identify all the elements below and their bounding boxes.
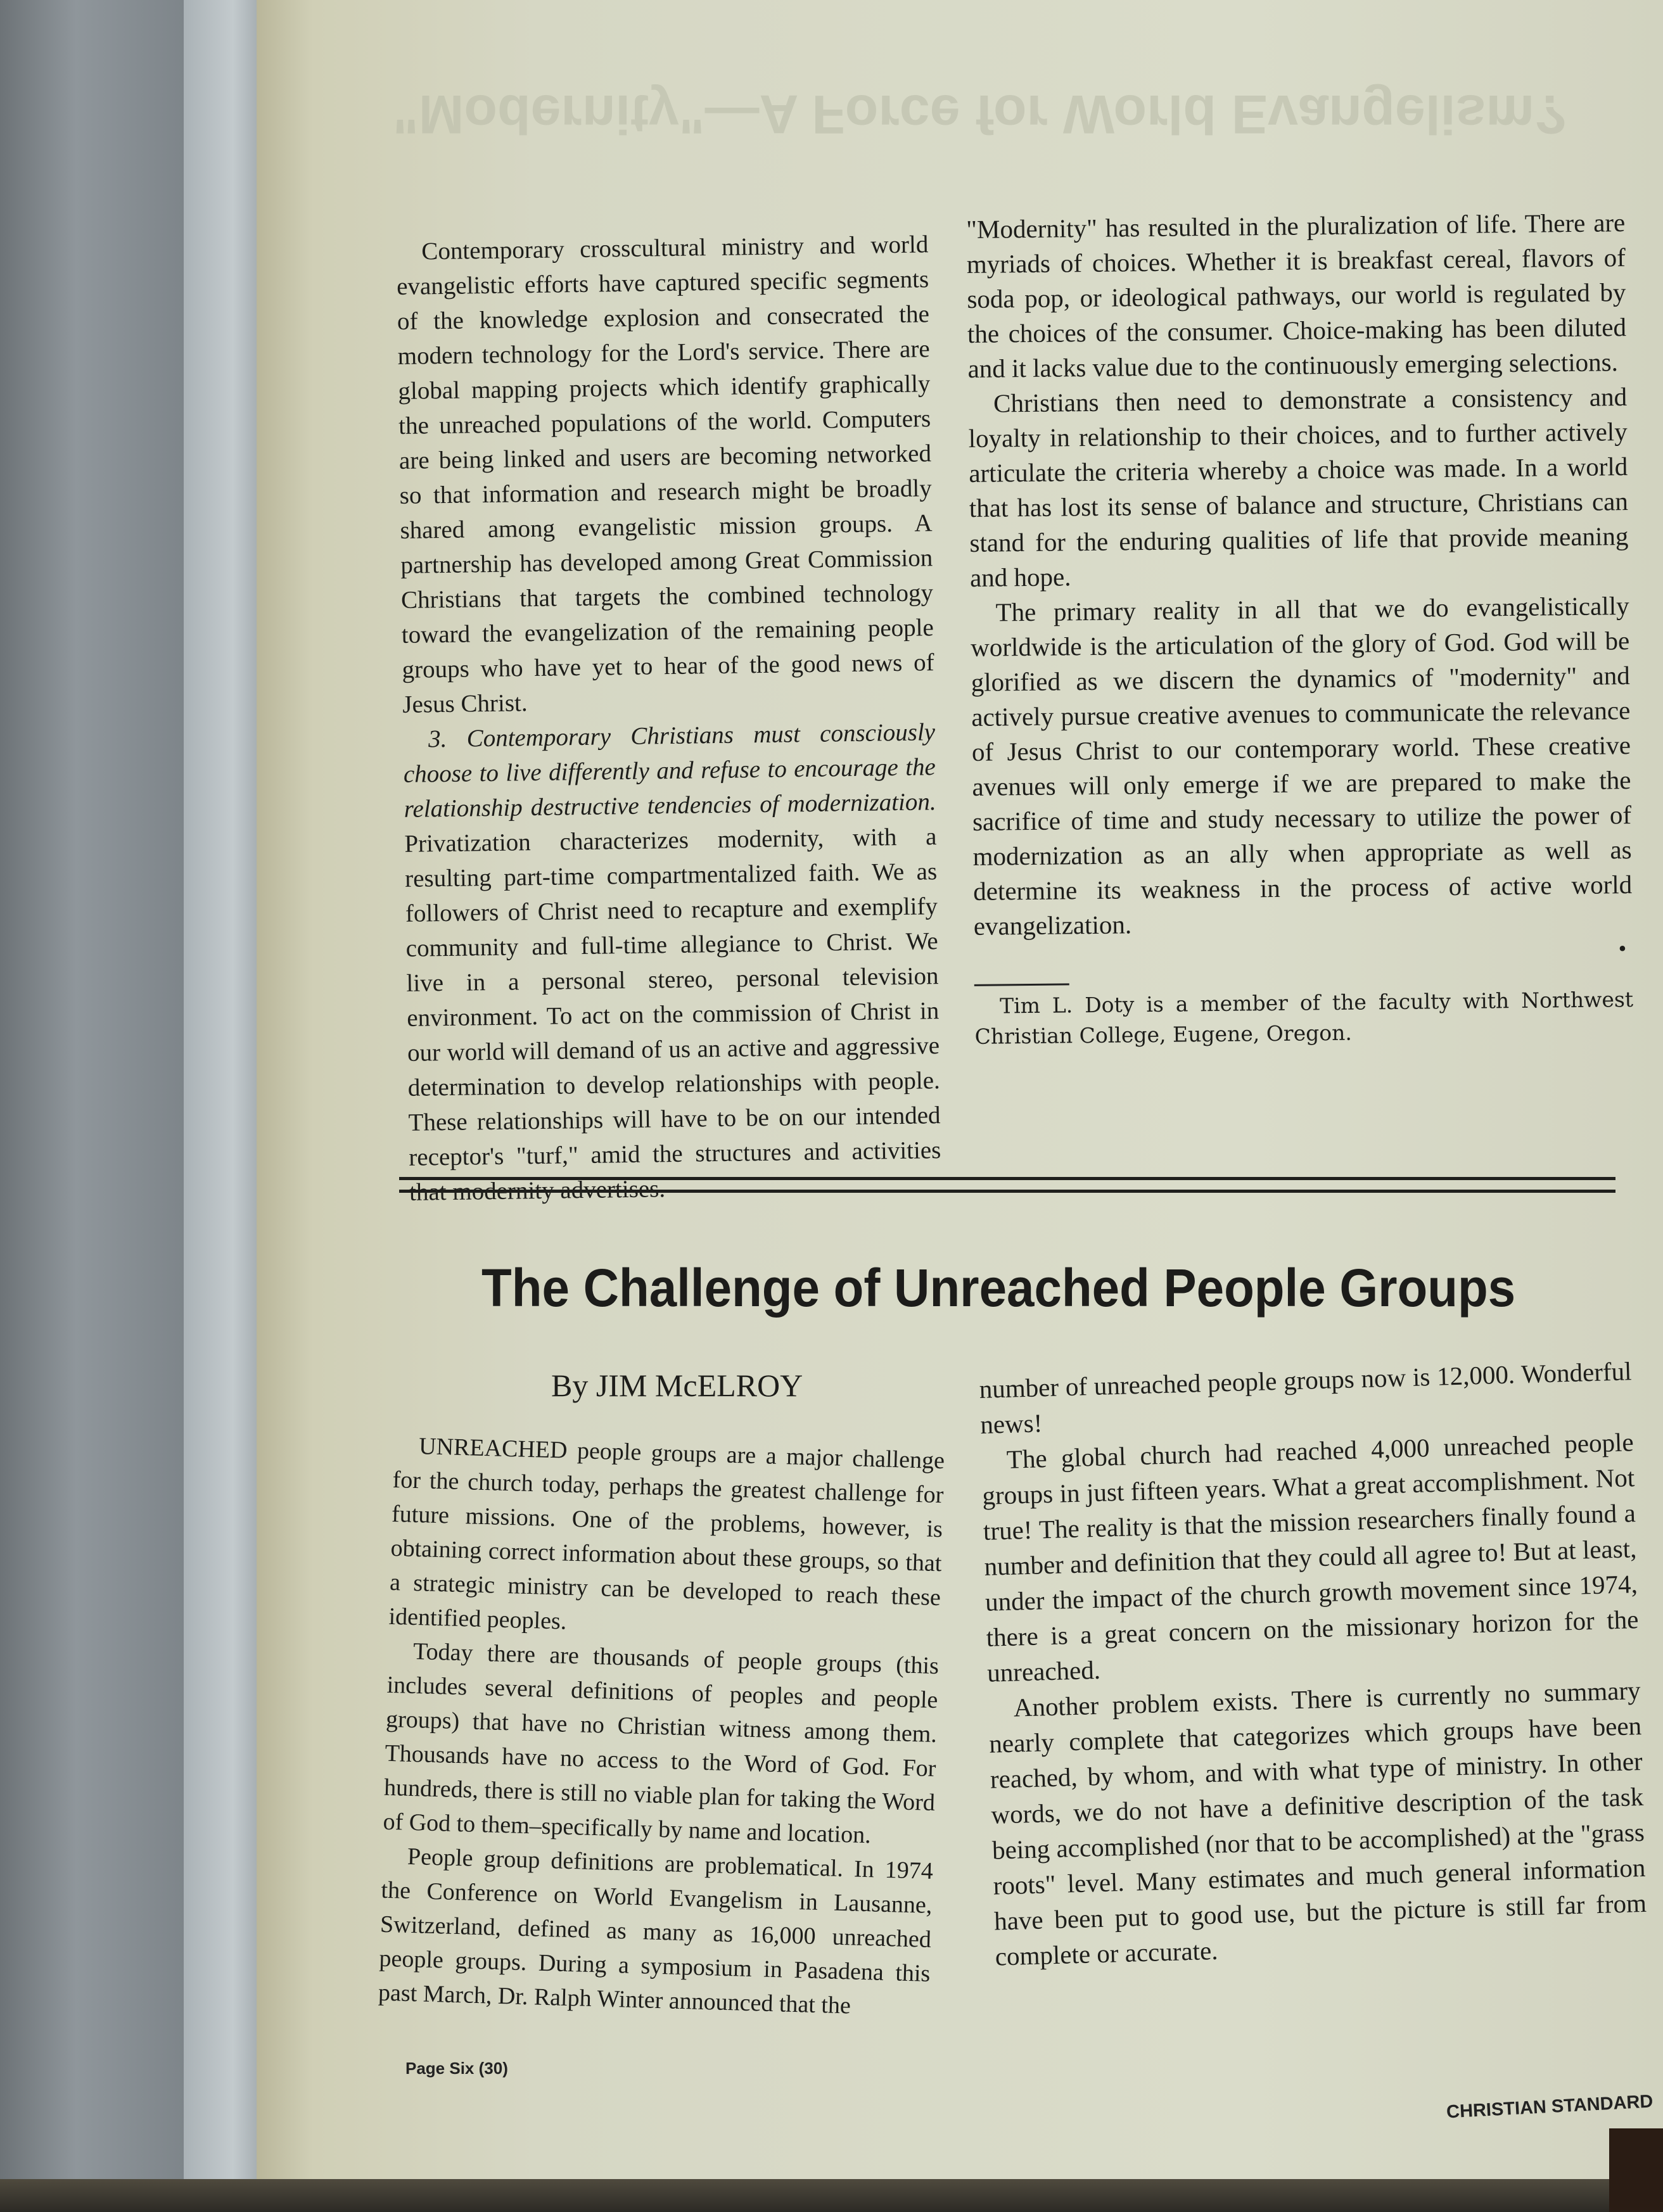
article1-paragraph: Contemporary crosscultural ministry and world evangelistic efforts have captured specific segments of the knowledge explosion and consecrated the modern technology for the Lord's service. There are global mapping projects which identify graphically the unreached populations of the world. Computers are being linked and users are becoming networked so that information and research might be broadly shared among evangelistic mission groups. A partnership has developed among Great Commission Christians that targets the combined technology toward the evangelization of the remaining people groups who have yet to hear of the good news of Jesus Christ.: [396, 231, 934, 718]
article-headline: The Challenge of Unreached People Groups: [481, 1258, 1516, 1318]
show-through-title: "Modernity"—A Force for World Evangelism?: [393, 84, 1568, 144]
section-divider-bottom: [399, 1190, 1615, 1193]
point-three-heading: 3. Contemporary Christians must consciously choose to live differently and refuse to encourage the relationship destructive tendencies of modernization.: [403, 718, 936, 823]
article1-paragraph: [403, 715, 942, 1210]
table-surface: [0, 2179, 1663, 2212]
article2-column-left: [378, 1428, 945, 2025]
article1-paragraph: "Modernity" has resulted in the pluralization of life. There are myriads of choices. Whether it is breakfast cereal, flavors of soda pop, or ideological pathways, our world is regulated by the choices of the consumer. Choice-making has been diluted and it lacks value due to the continuously emerging selections.: [966, 208, 1627, 383]
binding-shadow: [0, 0, 190, 2212]
page-edge: [184, 0, 266, 2212]
article1-paragraph: The primary reality in all that we do evangelistically worldwide is the articulation of the glory of God. God will be glorified as we discern the dynamics of "modernity" and actively pursue creative avenues to communicate the relevance of Jesus Christ to our contemporary world. These creative avenues will only emerge if we are prepared to make the sacrifice of time and study necessary to utilize the power of modernization as an ally when appropriate as well as determine its weakness in the process of active world evangelization.: [970, 591, 1633, 941]
end-mark: •: [1618, 936, 1627, 962]
article1-column-left: [396, 227, 941, 1210]
article2-paragraph: People group definitions are problematical. In 1974 the Conference on World Evangelism in Lausanne, Switzerland, defined as many as 16,000 unreached people groups. During a symposium in Pasadena this past March, Dr. Ralph Winter announced that the: [378, 1843, 934, 2019]
page-folio: Page Six (30): [405, 2059, 508, 2078]
article1-column-right: [966, 205, 1634, 1052]
magazine-name: CHRISTIAN STANDARD: [1446, 2091, 1654, 2123]
section-divider-top: [399, 1177, 1615, 1180]
article2-paragraph: number of unreached people groups now is 12,000. Wonderful news!: [979, 1356, 1633, 1439]
article2-paragraph: Another problem exists. There is currently no summary nearly complete that categorizes which groups have been reached, by whom, and with what type of ministry. In other words, we do not have a definitive description of the task being accomplished (nor that to be accomplished) at the "grass roots" level. Many estimates and much general information have been put to good use, but the picture is still far from complete or accurate.: [988, 1675, 1647, 1971]
article2-paragraph: Today there are thousands of people groups (this includes several definitions of peoples and people groups) that have no Christian witness among them. Thousands have no access to the Word of God. For hundreds, there is still no viable plan for taking the Word of God to them–specifically by name and location.: [383, 1637, 940, 1849]
author-bio: Tim L. Doty is a member of the faculty with Northwest Christian College, Eugene, Oregon.: [974, 987, 1634, 1049]
article2-paragraph: [388, 1428, 945, 1649]
byline: By JIM McELROY: [551, 1368, 803, 1403]
background-corner: [1609, 2128, 1663, 2212]
article1-paragraph: Christians then need to demonstrate a consistency and loyalty in relationship to their choices, and to further actively articulate the criteria whereby a choice was made. In a world that has lost its sense of balance and structure, Christians can stand for the enduring qualities of life that provide meaning and hope.: [968, 382, 1629, 592]
lead-in: UNREACHED: [418, 1433, 568, 1464]
point-three-body: Privatization characterizes modernity, with a resulting part-time compartmentalized faith. We as followers of Christ need to recapture and exemplify community and full-time allegiance to Christ. We live in a personal stereo, personal television environment. To act on the commission of Christ in our world will demand of us an active and aggressive determination to develop relationships with people. These relationships will have to be on our intended receptor's "turf," amid the structures and activities that modernity advertises.: [404, 823, 941, 1206]
article2-paragraph: The global church had reached 4,000 unreached people groups in just fifteen years. What a great accomplishment. Not true! The reality is that the mission researchers finally found a number and definition that they could all agree to! But at least, under the impact of the church growth movement since 1974, there is a great concern on the missionary horizon for the unreached.: [981, 1427, 1639, 1688]
lead-paragraph-body: people groups are a major challenge for the church today, perhaps the greatest challenge for future missions. One of the problems, however, is obtaining correct information about these groups, so that a strategic ministry can be developed to reach these identified peoples.: [388, 1437, 945, 1635]
author-rule: [974, 983, 1069, 986]
article2-column-right: [979, 1353, 1648, 1974]
